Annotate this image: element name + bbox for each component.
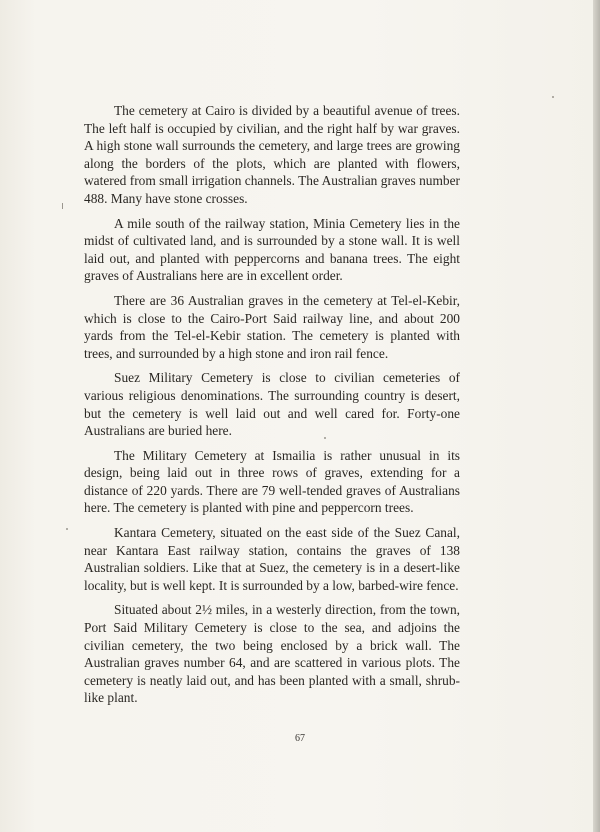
paper-speck [62, 203, 63, 209]
paragraph-tel-el-kebir-cemetery: There are 36 Australian graves in the cemetery at Tel-el-Kebir, which is close to the Cairo-Port Said railway line, and about 200 yards from the Tel-el-Kebir station. The cemetery is planted with trees, and surrounded by a high stone and iron rail fence. [84, 292, 460, 361]
paragraph-kantara-cemetery: Kantara Cemetery, situated on the east side of the Suez Canal, near Kantara East railway station, contains the graves of 138 Australian soldiers. Like that at Suez, the cemetery is in a desert-like locality, but is well kept. It is surrounded by a low, barbed-wire fence. [84, 525, 460, 593]
paper-speck [66, 528, 68, 530]
paragraph-ismailia-cemetery: The Military Cemetery at Ismailia is rather unusual in its design, being laid out in three rows of graves, extending for a distance of 220 yards. There are 79 well-tended graves of Australians here. The cemetery is planted with pine and peppercorn trees. [84, 447, 460, 516]
page-edge-shadow [593, 0, 600, 832]
body-text [84, 102, 460, 714]
paragraph-minia-cemetery: A mile south of the railway station, Minia Cemetery lies in the midst of cultivated land, and is surrounded by a stone wall. It is well laid out, and planted with peppercorns and banana trees. The eight graves of Australians here are in excellent order. [84, 215, 460, 284]
paragraph-port-said-cemetery: Situated about 2½ miles, in a westerly direction, from the town, Port Said Military Cemetery is close to the sea, and adjoins the civilian cemetery, the two being enclosed by a brick wall. The Australian graves number 64, and are scattered in various plots. The cemetery is neatly laid out, and has been planted with a small, shrub-like plant. [84, 602, 460, 706]
paragraph-suez-cemetery: Suez Military Cemetery is close to civilian cemeteries of various religious denominations. The surrounding country is desert, but the cemetery is well laid out and well cared for. Forty-one Australians are buried here. [84, 370, 460, 439]
page-number: 67 [295, 733, 305, 744]
paragraph-cairo-cemetery: The cemetery at Cairo is divided by a beautiful avenue of trees. The left half is occupied by civilian, and the right half by war graves. A high stone wall surrounds the cemetery, and large trees are growing along the borders of the plots, which are planted with flowers, watered from small irrigation channels. The Australian graves number 488. Many have stone crosses. [84, 103, 460, 206]
paper-speck [552, 96, 554, 98]
